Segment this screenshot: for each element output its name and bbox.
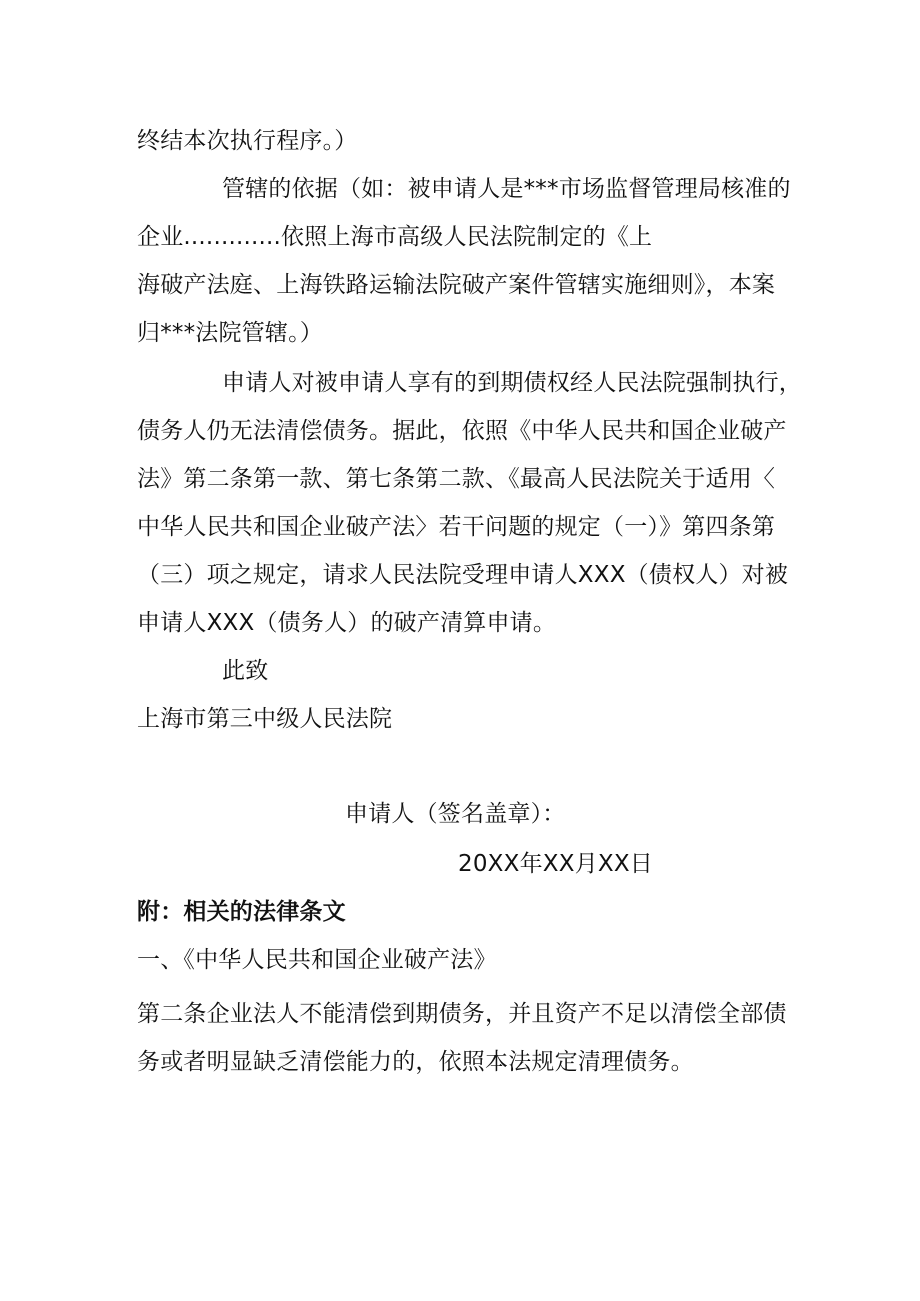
date-line: 20XX年XX月XX日 — [458, 851, 654, 877]
paragraph-2-line-2: 企业.............依照上海市高级人民法院制定的《上 — [137, 224, 653, 250]
paragraph-1-line-1: 终结本次执行程序。） — [137, 128, 358, 154]
signature-label: 申请人（签名盖章）： — [345, 801, 566, 827]
paragraph-3-line-3: 法》第二条第一款、第七条第二款、《最高人民法院关于适用〈 — [137, 466, 776, 492]
article-2-line-2: 务或者明显缺乏清偿能力的，依照本法规定清理债务。 — [137, 1049, 694, 1075]
paragraph-3-line-5: （三）项之规定，请求人民法院受理申请人XXX（债权人）对被 — [137, 562, 789, 588]
paragraph-2-line-3: 海破产法庭、上海铁路运输法院破产案件管辖实施细则》，本案 — [137, 272, 776, 298]
paragraph-3-line-2: 债务人仍无法清偿债务。据此，依照《中华人民共和国企业破产 — [137, 418, 787, 444]
appendix-title: 附：相关的法律条文 — [137, 899, 346, 925]
paragraph-3-line-1: 申请人对被申请人享有的到期债权经人民法院强制执行， — [222, 370, 802, 396]
paragraph-3-line-4: 中华人民共和国企业破产法〉若干问题的规定（一）》第四条第 — [137, 514, 776, 540]
article-2-line-1: 第二条企业法人不能清偿到期债务，并且资产不足以清偿全部债 — [137, 1001, 787, 1027]
paragraph-2-line-1: 管辖的依据（如：被申请人是***市场监督管理局核准的 — [222, 176, 791, 202]
court-name: 上海市第三中级人民法院 — [137, 706, 393, 732]
paragraph-3-line-6: 申请人XXX（债务人）的破产清算申请。 — [137, 610, 557, 636]
paragraph-2-line-4: 归***法院管辖。） — [137, 320, 323, 346]
salutation: 此致 — [222, 658, 269, 684]
law-heading: 一、《中华人民共和国企业破产法》 — [137, 947, 497, 973]
